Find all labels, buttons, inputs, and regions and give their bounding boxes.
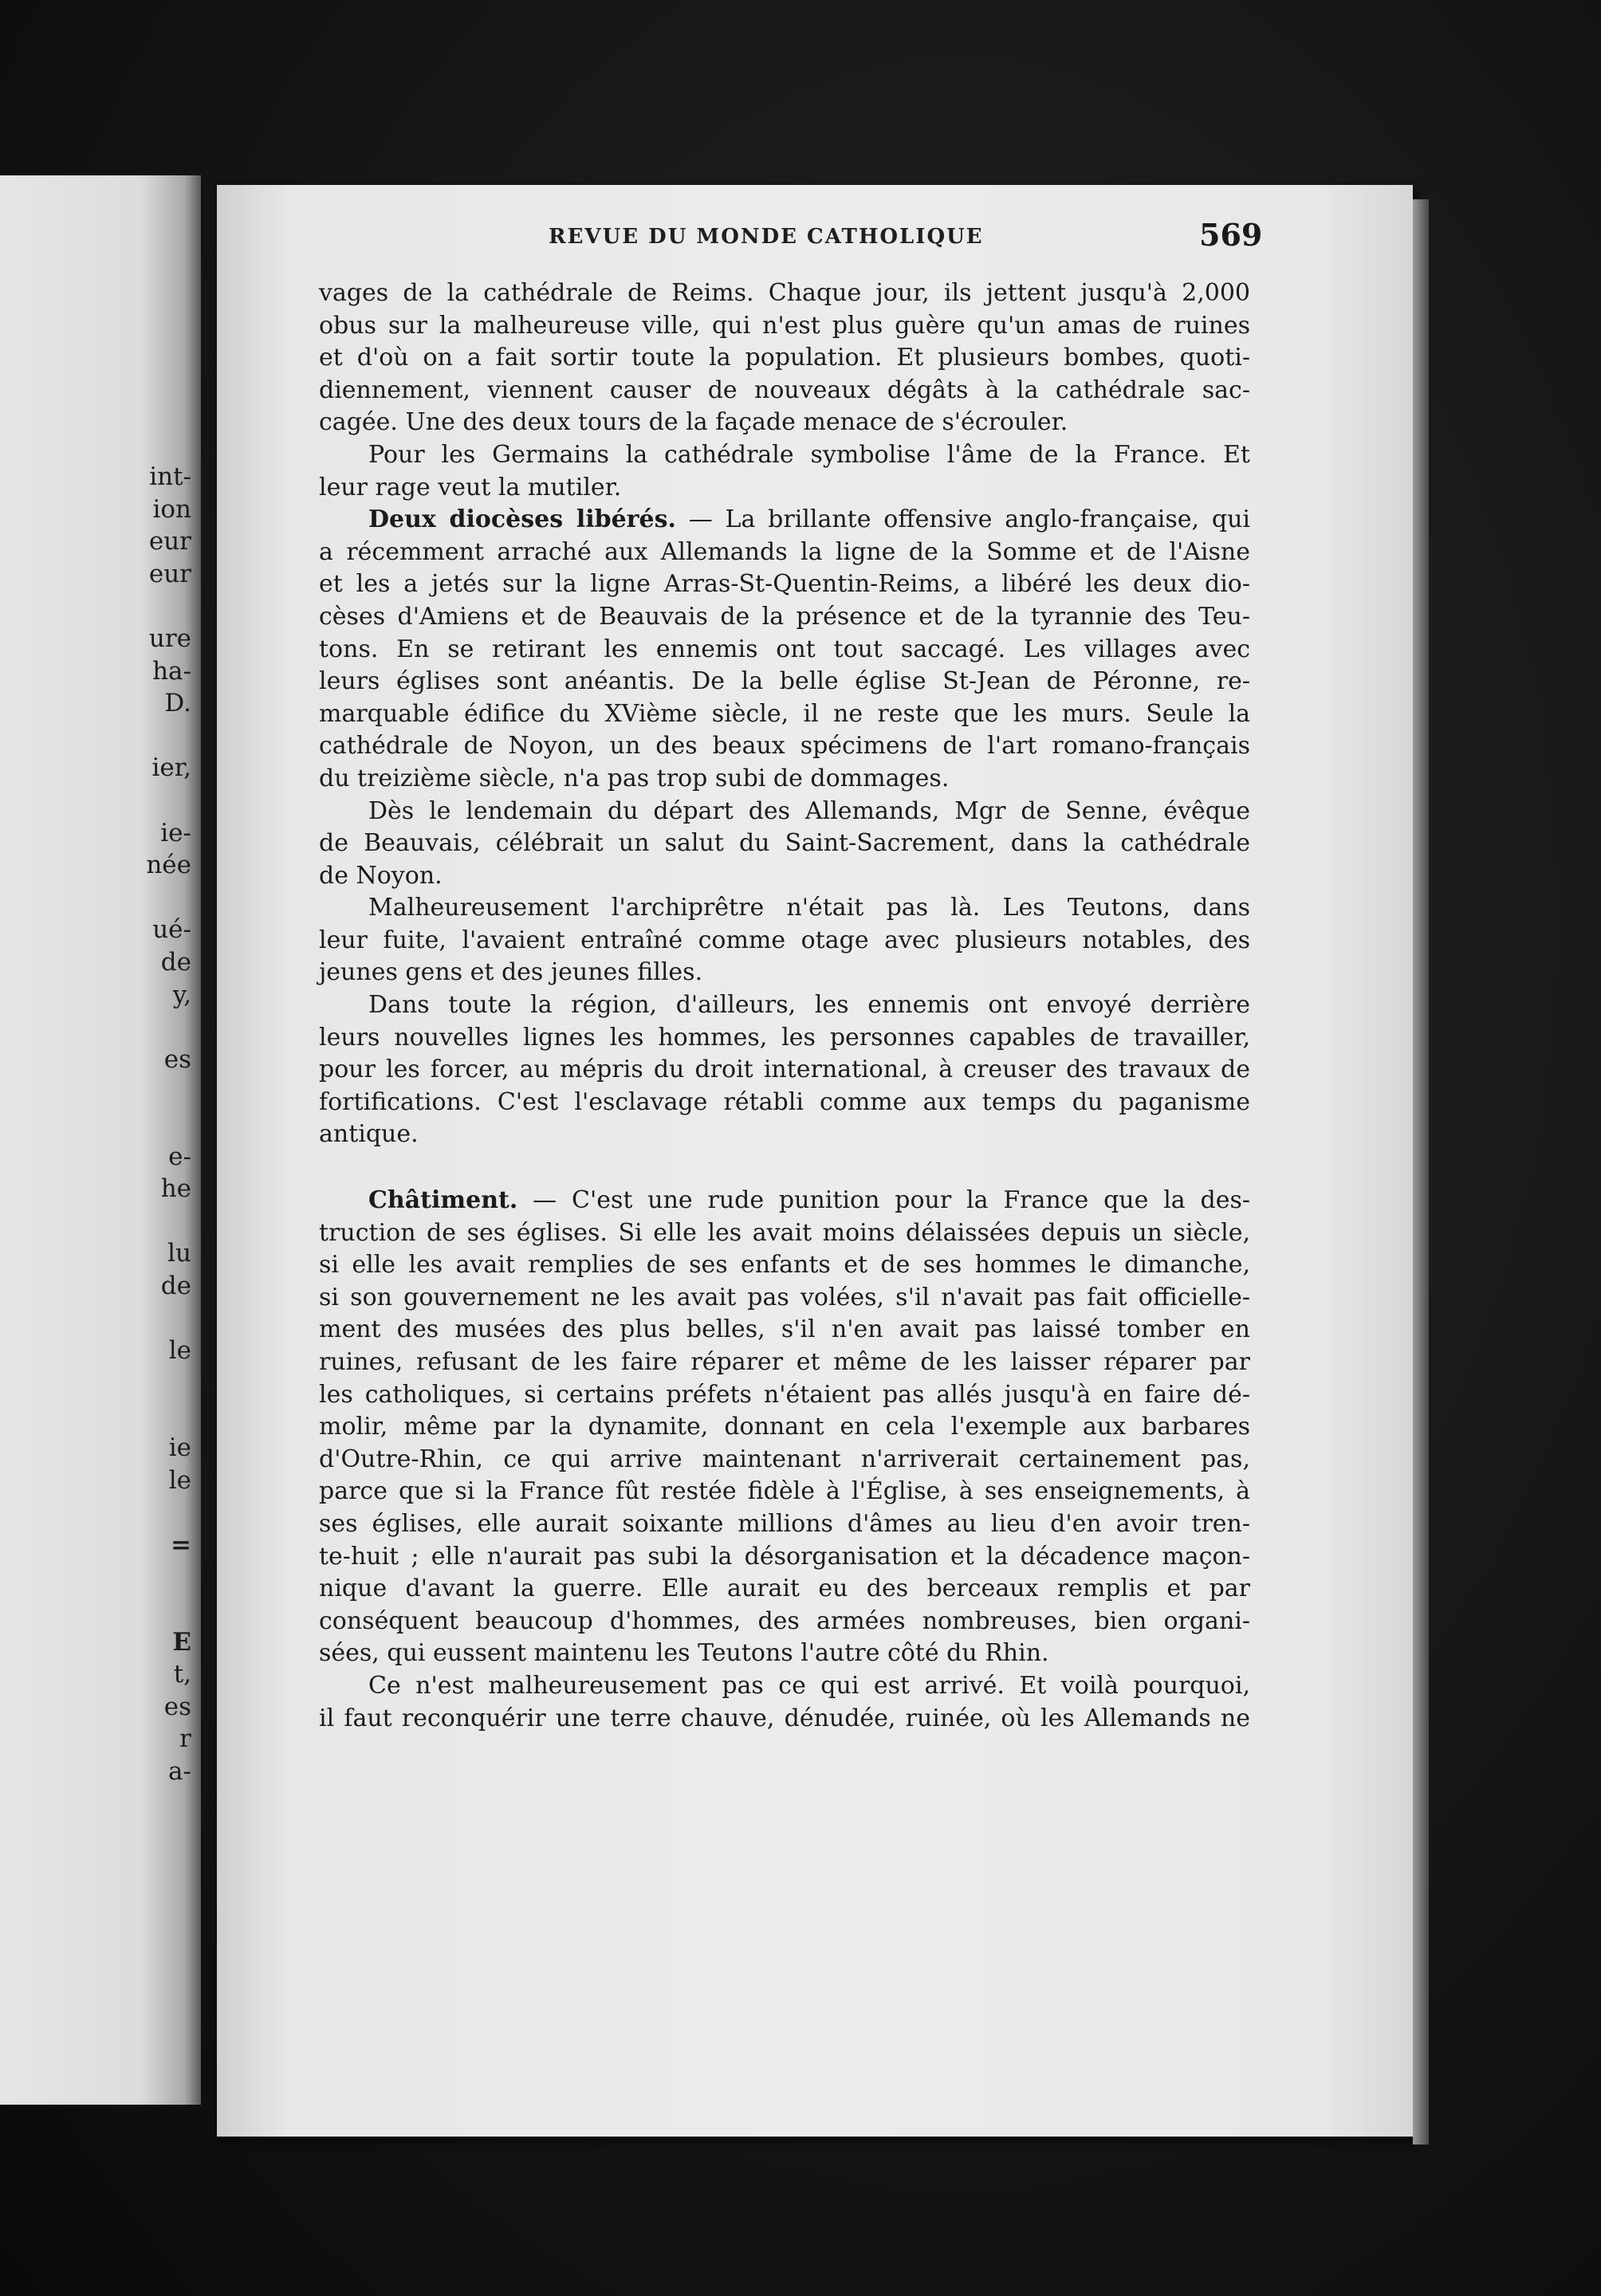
text-line: d'Outre-Rhin, ce qui arrive maintenant n'arriverait certainement pas, [319, 1445, 1250, 1473]
left-page-fragment: née [146, 851, 191, 880]
left-page-fragment: E [172, 1627, 191, 1657]
left-page-fragment: ué- [152, 915, 191, 945]
left-page-fragment: es [163, 1044, 191, 1074]
text-line: Pour les Germains la cathédrale symbolise l'âme de la France. Et [368, 440, 1250, 469]
text-line: sées, qui eussent maintenu les Teutons l'autre côté du Rhin. [319, 1639, 1049, 1668]
text-fragment: — La brillante offensive anglo-française, qui [675, 505, 1250, 534]
left-facing-page [0, 175, 201, 2105]
paragraph-conclusion [319, 1670, 1250, 1735]
text-line: ment des musées des plus belles, s'il n'en avait pas laissé tomber en [319, 1315, 1250, 1344]
section-heading-chatiment: Châtiment. [368, 1186, 518, 1215]
left-page-fragment: = [171, 1530, 191, 1559]
running-head-title: REVUE DU MONDE CATHOLIQUE [549, 225, 984, 249]
text-line: ruines, refusant de les faire réparer et même de les laisser réparer par [319, 1348, 1250, 1376]
text-line: nique d'avant la guerre. Elle aurait eu des berceaux remplis et par [319, 1575, 1250, 1603]
left-page-fragment: ie- [160, 818, 191, 847]
paragraph-beauvais [319, 796, 1250, 893]
text-line: te-huit ; elle n'aurait pas subi la désorganisation et la décadence maçon- [319, 1542, 1250, 1571]
text-line: truction de ses églises. Si elle les avait moins délaissées depuis un siècle, [319, 1218, 1250, 1247]
text-line: les catholiques, si certains préfets n'étaient pas allés jusqu'à en faire dé- [319, 1380, 1250, 1409]
text-line: de Noyon. [319, 861, 443, 890]
text-line: leur fuite, l'avaient entraîné comme otage avec plusieurs notables, des [319, 926, 1250, 954]
paragraph-region [319, 989, 1250, 1151]
page-number: 569 [1199, 217, 1263, 253]
left-page-fragment: D. [164, 689, 191, 718]
text-line: diennement, viennent causer de nouveaux dégâts à la cathédrale sac- [319, 375, 1250, 404]
section-gap [319, 1151, 1250, 1185]
text-line: vages de la cathédrale de Reims. Chaque jour, ils jettent jusqu'à 2,000 [319, 279, 1250, 307]
text-line: il faut reconquérir une terre chauve, dénudée, ruinée, où les Allemands ne [319, 1704, 1250, 1732]
left-page-fragment: le [168, 1465, 191, 1495]
text-line: Dans toute la région, d'ailleurs, les ennemis ont envoyé derrière [368, 991, 1250, 1020]
left-page-fragment: he [160, 1174, 191, 1204]
text-line: de Beauvais, célébrait un salut du Saint-Sacrement, dans la cathédrale [319, 829, 1250, 858]
left-page-fragment: ha- [152, 656, 191, 686]
left-page-fragment: e- [168, 1142, 191, 1171]
text-line [319, 504, 1250, 537]
left-page-fragment: int- [149, 462, 191, 491]
text-line: fortifications. C'est l'esclavage rétabli comme aux temps du paganisme [319, 1087, 1250, 1116]
left-page-fragment: eur [148, 527, 191, 556]
left-page-fragment: ion [152, 494, 191, 524]
left-page-fragment: de [160, 1272, 191, 1300]
left-page-fragment: y, [172, 980, 191, 1009]
article-body [319, 277, 1250, 1735]
text-line: cèses d'Amiens et de Beauvais de la présence et de la tyrannie des Teu- [319, 602, 1250, 631]
left-page-fragment: le [168, 1336, 191, 1366]
text-line: obus sur la malheureuse ville, qui n'est plus guère qu'un amas de ruines [319, 311, 1250, 340]
text-line: et d'où on a fait sortir toute la population. Et plusieurs bombes, quoti- [319, 344, 1250, 372]
text-line: leurs nouvelles lignes les hommes, les personnes capables de travailler, [319, 1023, 1250, 1052]
text-line: ses églises, elle aurait soixante millions d'âmes au lieu d'en avoir tren- [319, 1509, 1250, 1538]
text-line: si elle les avait remplies de ses enfants et de ses hommes le dimanche, [319, 1251, 1250, 1280]
page-edge-shadow [1413, 199, 1429, 2145]
text-line: marquable édifice du XVième siècle, il ne reste que les murs. Seule la [319, 699, 1250, 728]
left-page-fragment: es [163, 1692, 191, 1721]
text-line: et les a jetés sur la ligne Arras-St-Quentin-Reims, a libéré les deux dio- [319, 570, 1250, 599]
left-page-fragment: lu [167, 1239, 191, 1268]
left-page-fragment: t, [173, 1660, 191, 1689]
paragraph-germains [319, 439, 1250, 504]
text-line: pour les forcer, au mépris du droit international, à creuser des travaux de [319, 1056, 1250, 1084]
left-page-fragment: eur [148, 559, 191, 588]
left-page-fragment: r [179, 1724, 191, 1754]
text-line: parce que si la France fût restée fidèle à l'Église, à ses enseignements, à [319, 1477, 1250, 1506]
text-line: cagée. Une des deux tours de la façade menace de s'écrouler. [319, 408, 1068, 437]
paragraph-reims [319, 277, 1250, 439]
text-line: cathédrale de Noyon, un des beaux spécimens de l'art romano-français [319, 732, 1250, 761]
text-line: du treizième siècle, n'a pas trop subi de dommages. [319, 764, 950, 792]
left-page-fragment: de [160, 948, 191, 977]
text-line: Dès le lendemain du départ des Allemands, Mgr de Senne, évêque [368, 796, 1250, 825]
text-line: molir, même par la dynamite, donnant en cela l'exemple aux barbares [319, 1413, 1250, 1441]
section-heading-dioceses: Deux diocèses libérés. [368, 505, 676, 534]
paragraph-archipretre [319, 892, 1250, 989]
paragraph-chatiment [319, 1185, 1250, 1670]
text-line [319, 1185, 1250, 1217]
text-line: conséquent beaucoup d'hommes, des armées nombreuses, bien organi- [319, 1606, 1250, 1635]
text-line: Ce n'est malheureusement pas ce qui est arrivé. Et voilà pourquoi, [368, 1671, 1250, 1700]
text-line: leur rage veut la mutiler. [319, 473, 622, 501]
text-line: tons. En se retirant les ennemis ont tout saccagé. Les villages avec [319, 635, 1250, 663]
text-fragment: — C'est une rude punition pour la France que la des- [517, 1186, 1250, 1215]
left-page-fragment: ure [148, 624, 191, 653]
text-line: a récemment arraché aux Allemands la ligne de la Somme et de l'Aisne [319, 537, 1250, 566]
text-line: Malheureusement l'archiprêtre n'était pas là. Les Teutons, dans [368, 894, 1250, 922]
text-line: antique. [319, 1120, 419, 1149]
paragraph-dioceses [319, 504, 1250, 795]
text-line: leurs églises sont anéantis. De la belle église St-Jean de Péronne, re- [319, 667, 1250, 696]
text-line: si son gouvernement ne les avait pas volées, s'il n'avait pas fait officielle- [319, 1283, 1250, 1311]
text-line: jeunes gens et des jeunes filles. [319, 958, 703, 987]
left-page-fragment: ier, [151, 753, 191, 783]
left-page-fragment: ie [168, 1433, 191, 1462]
left-page-fragment: a- [168, 1757, 191, 1786]
